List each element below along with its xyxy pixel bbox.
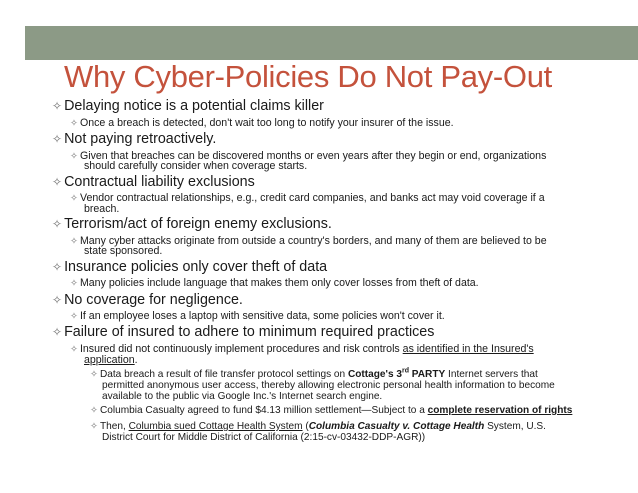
underlined-phrase: Columbia sued Cottage Health System [128,421,303,432]
detail-text: Data breach a result of file transfer protocol settings on [99,369,348,380]
diamond-bullet-icon: ✧ [52,217,63,231]
bullet-text: Failure of insured to adhere to minimum required practices [64,324,435,340]
sub-bullet-continuation [84,354,138,366]
bullet-item [52,98,324,115]
detail-text: System, U.S. [484,421,546,432]
diamond-bullet-icon: ✧ [70,151,78,162]
diamond-bullet-icon: ✧ [70,311,78,322]
bullet-text: Insurance policies only cover theft of data [64,259,328,275]
bullet-text: Delaying notice is a potential claims killer [64,98,324,114]
sub-bullet-continuation: breach. [84,203,120,215]
diamond-bullet-icon: ✧ [70,236,78,247]
slide-title: Why Cyber-Policies Do Not Pay-Out [64,59,552,94]
diamond-bullet-icon: ✧ [90,421,98,432]
diamond-bullet-icon: ✧ [70,193,78,204]
sub-bullet-text: Insured did not continuously implement procedures and risk controls [79,343,403,355]
bullet-item [52,259,327,276]
sub-bullet-text: Once a breach is detected, don't wait too long to notify your insurer of the issue. [79,117,454,129]
bullet-item [52,174,255,191]
diamond-bullet-icon: ✧ [70,278,78,289]
superscript: rd [401,367,409,375]
diamond-bullet-icon: ✧ [70,344,78,355]
bold-italic-phrase: Columbia Casualty v. Cottage Health [308,421,485,432]
bold-underlined-phrase: complete reservation of rights [427,405,573,416]
bullet-text: No coverage for negligence. [64,292,243,308]
bullet-item [52,131,216,148]
diamond-bullet-icon: ✧ [52,132,63,146]
detail-continuation: available to the public via Google Inc.'s Internet search engine. [102,391,383,402]
bullet-text: Not paying retroactively. [64,131,217,147]
sub-bullet-continuation: state sponsored. [84,245,163,257]
detail-text: Internet servers that [445,369,538,380]
sub-bullet-item [70,192,545,205]
sub-bullet-text: Vendor contractual relationships, e.g., credit card companies, and banks act may void coverage if a [79,192,545,204]
sub-bullet-text: If an employee loses a laptop with sensitive data, some policies won't cover it. [79,310,445,322]
diamond-bullet-icon: ✧ [52,175,63,189]
diamond-bullet-icon: ✧ [90,405,98,416]
detail-text: Then, [99,421,129,432]
diamond-bullet-icon: ✧ [52,99,63,113]
diamond-bullet-icon: ✧ [52,293,63,307]
detail-continuation: District Court for Middle District of California (2:15-cv-03432-DDP-AGR)) [102,432,426,443]
bullet-item [52,292,243,309]
diamond-bullet-icon: ✧ [70,118,78,129]
sub-bullet-text: Given that breaches can be discovered months or even years after they begin or end, organizations [79,150,547,162]
sub-bullet-item [70,277,479,290]
bullet-item [52,216,332,233]
sub-bullet-text: Many cyber attacks originate from outside a country's borders, and many of them are believed to be [79,235,547,247]
bullet-item [52,324,434,341]
sub-bullet-item [70,117,454,130]
diamond-bullet-icon: ✧ [52,260,63,274]
sub-bullet-item [70,310,445,323]
period: . [134,354,138,366]
detail-text: Columbia Casualty agreed to fund $4.13 million settlement—Subject to a [99,405,428,416]
detail-text: ( [302,421,309,432]
bold-phrase: Cottage's 3 [347,369,402,380]
detail-continuation: permitted anonymous user access, thereby allowing electronic personal health information to become [102,380,555,391]
diamond-bullet-icon: ✧ [52,325,63,339]
diamond-bullet-icon: ✧ [90,369,98,380]
sub-bullet-continuation: should carefully consider when coverage starts. [84,160,308,172]
header-band [25,26,638,60]
bullet-text: Terrorism/act of foreign enemy exclusions. [64,216,332,232]
bullet-text: Contractual liability exclusions [64,174,255,190]
detail-bullet-item [90,405,572,417]
sub-bullet-item [70,343,534,356]
underlined-phrase: as identified in the Insured's [402,343,534,355]
sub-bullet-text: Many policies include language that makes them only cover losses from theft of data. [79,277,479,289]
bold-phrase: PARTY [408,369,446,380]
underlined-phrase: application [84,354,135,366]
